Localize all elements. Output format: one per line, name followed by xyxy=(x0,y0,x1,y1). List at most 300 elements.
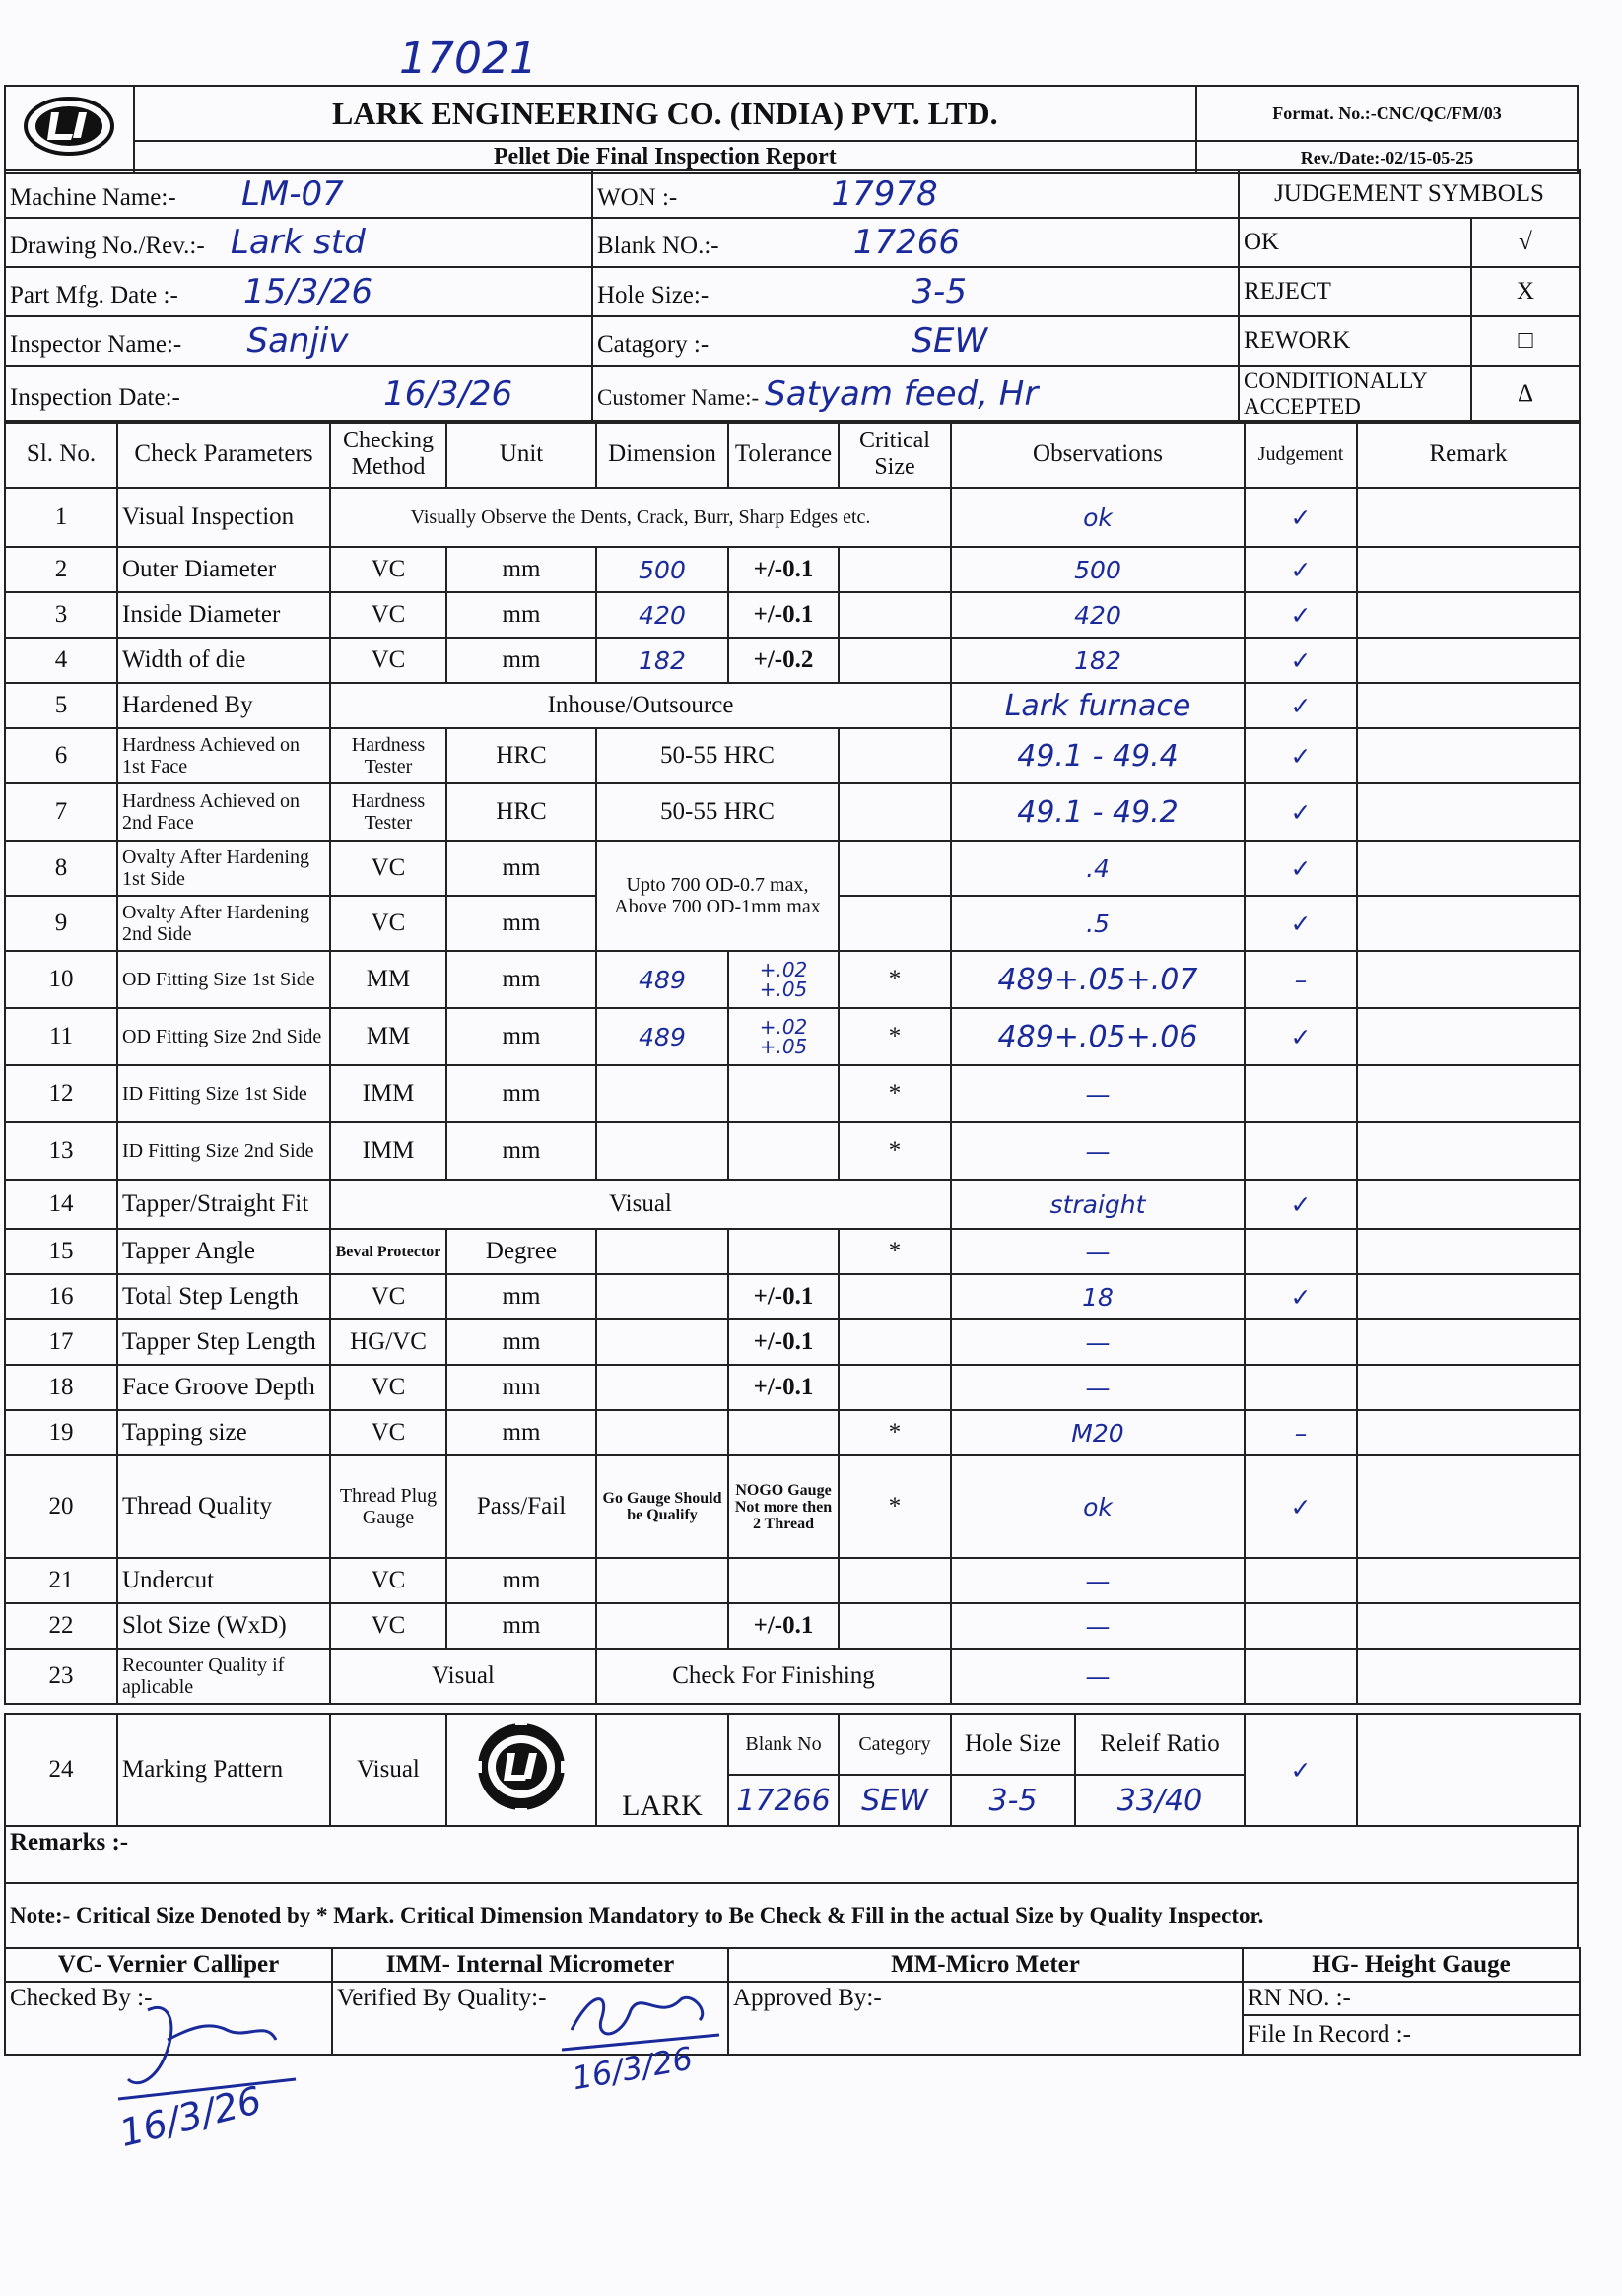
row-param: OD Fitting Size 1st Side xyxy=(117,951,330,1008)
row-sl-no: 15 xyxy=(5,1229,117,1274)
row-critical xyxy=(839,1558,951,1603)
row-sl-no: 4 xyxy=(5,638,117,683)
verified-by: Verified By Quality:- xyxy=(332,1982,728,2055)
row-remark xyxy=(1357,1122,1580,1180)
checked-by: Checked By :- xyxy=(5,1982,332,2055)
row-method: HG/VC xyxy=(330,1319,446,1365)
row-param: Total Step Length xyxy=(117,1274,330,1319)
row-judgement: – xyxy=(1245,951,1357,1008)
col-param: Check Parameters xyxy=(117,421,330,488)
col-method: Checking Method xyxy=(330,421,446,488)
revision-date: Rev./Date:-02/15-05-25 xyxy=(1196,141,1578,173)
row-unit: mm xyxy=(446,1008,596,1065)
col-critical: Critical Size xyxy=(839,421,951,488)
row-remark xyxy=(1357,1274,1580,1319)
row-judgement xyxy=(1245,1065,1357,1122)
row-sl-no: 19 xyxy=(5,1410,117,1455)
row-dimension xyxy=(596,1065,728,1122)
row-param: Ovalty After Hardening 2nd Side xyxy=(117,896,330,951)
row-param: ID Fitting Size 2nd Side xyxy=(117,1122,330,1180)
row-remark xyxy=(1357,1558,1580,1603)
ovalty-tolerance: Upto 700 OD-0.7 max, Above 700 OD-1mm max xyxy=(596,841,839,951)
symbol-ok-label: OK xyxy=(1239,218,1471,267)
row-judgement: ✓ xyxy=(1245,1008,1357,1065)
row-tolerance: +/-0.1 xyxy=(728,1319,839,1365)
symbol-rework-label: REWORK xyxy=(1239,316,1471,366)
remarks-label: Remarks :- xyxy=(5,1826,1578,1883)
row-critical xyxy=(839,896,951,951)
row-observation: M20 xyxy=(951,1410,1245,1455)
row-judgement: ✓ xyxy=(1245,1455,1357,1558)
row-sl-no: 8 xyxy=(5,841,117,896)
row-critical xyxy=(839,1319,951,1365)
row-critical xyxy=(839,638,951,683)
row-observation: 489+.05+.07 xyxy=(951,951,1245,1008)
table-row xyxy=(5,1274,1580,1319)
row-dim-tol: 50-55 HRC xyxy=(596,783,839,841)
row-param: Outer Diameter xyxy=(117,547,330,592)
category-value: SEW xyxy=(912,321,988,361)
company-name: LARK ENGINEERING CO. (INDIA) PVT. LTD. xyxy=(134,86,1196,141)
row-remark xyxy=(1357,1455,1580,1558)
row-method-unit: Visual xyxy=(330,1649,596,1704)
row-unit: mm xyxy=(446,638,596,683)
row-remark xyxy=(1357,1649,1580,1704)
row-param: Hardness Achieved on 2nd Face xyxy=(117,783,330,841)
inspection-table xyxy=(4,420,1581,1705)
row-dimension: 182 xyxy=(596,638,728,683)
row-param: Face Groove Depth xyxy=(117,1365,330,1410)
row-param: Tapper Angle xyxy=(117,1229,330,1274)
row-remark xyxy=(1357,683,1580,728)
row-param: Hardness Achieved on 1st Face xyxy=(117,728,330,783)
row-judgement xyxy=(1245,1365,1357,1410)
table-row xyxy=(5,1410,1580,1455)
row-param: ID Fitting Size 1st Side xyxy=(117,1065,330,1122)
table-row xyxy=(5,841,1580,896)
table-header-row xyxy=(5,421,1580,488)
table-row xyxy=(5,1455,1580,1558)
row-dimension xyxy=(596,1410,728,1455)
row-tolerance: +/-0.1 xyxy=(728,1274,839,1319)
row-remark xyxy=(1357,1180,1580,1229)
inspector-name-field: Inspector Name:- Sanjiv xyxy=(5,316,592,366)
row-remark xyxy=(1357,547,1580,592)
col-tolerance: Tolerance xyxy=(728,421,839,488)
row-sl-no: 7 xyxy=(5,783,117,841)
row-observation: — xyxy=(951,1122,1245,1180)
row-tolerance: +/-0.1 xyxy=(728,547,839,592)
row-span-text: Visually Observe the Dents, Crack, Burr, Sharp Edges etc. xyxy=(330,488,951,547)
table-row xyxy=(5,1122,1580,1180)
judgement-symbols-title: JUDGEMENT SYMBOLS xyxy=(1239,170,1580,218)
file-in-record: File In Record :- xyxy=(1243,2015,1580,2055)
category-field: Catagory :- SEW xyxy=(592,316,1239,366)
inspection-date-value: 16/3/26 xyxy=(383,374,513,414)
row-remark xyxy=(1357,592,1580,638)
row-remark xyxy=(1357,841,1580,896)
row-critical xyxy=(839,1274,951,1319)
marking-category-label: Category xyxy=(839,1714,951,1775)
row-unit: HRC xyxy=(446,728,596,783)
table-row xyxy=(5,488,1580,547)
row-method: VC xyxy=(330,1410,446,1455)
row-sl-no: 3 xyxy=(5,592,117,638)
row-param: Ovalty After Hardening 1st Side xyxy=(117,841,330,896)
row-unit: mm xyxy=(446,1603,596,1649)
format-number: Format. No.:-CNC/QC/FM/03 xyxy=(1196,86,1578,141)
row-param: Slot Size (WxD) xyxy=(117,1603,330,1649)
row-dimension: Go Gauge Should be Qualify xyxy=(596,1455,728,1558)
row-method: VC xyxy=(330,896,446,951)
row-unit: mm xyxy=(446,1065,596,1122)
row-observation: 489+.05+.06 xyxy=(951,1008,1245,1065)
symbol-conditional-label: CONDITIONALLY ACCEPTED xyxy=(1239,366,1471,423)
table-row xyxy=(5,728,1580,783)
row-unit: mm xyxy=(446,1410,596,1455)
row-unit: mm xyxy=(446,1365,596,1410)
row-unit: mm xyxy=(446,841,596,896)
legend-mm: MM-Micro Meter xyxy=(728,1948,1243,1982)
row-dimension xyxy=(596,1558,728,1603)
row-judgement: ✓ xyxy=(1245,1180,1357,1229)
won-field: WON :- 17978 xyxy=(592,170,1239,218)
row-tolerance: +/-0.1 xyxy=(728,1365,839,1410)
row-judgement xyxy=(1245,1319,1357,1365)
legend-vc: VC- Vernier Calliper xyxy=(5,1948,332,1982)
row-unit: Pass/Fail xyxy=(446,1455,596,1558)
row-sl-no: 20 xyxy=(5,1455,117,1558)
row-judgement: – xyxy=(1245,1410,1357,1455)
marking-hole-label: Hole Size xyxy=(951,1714,1075,1775)
row-unit: mm xyxy=(446,896,596,951)
marking-relief-value: 33/40 xyxy=(1075,1775,1245,1826)
row-method: VC xyxy=(330,547,446,592)
row-sl-no: 22 xyxy=(5,1603,117,1649)
marking-method: Visual xyxy=(330,1714,446,1826)
row-param: Undercut xyxy=(117,1558,330,1603)
row-critical: * xyxy=(839,1455,951,1558)
remarks-table xyxy=(4,1825,1579,1949)
row-observation: — xyxy=(951,1558,1245,1603)
col-sl: Sl. No. xyxy=(5,421,117,488)
table-row xyxy=(5,1180,1580,1229)
row-param: Recounter Quality if aplicable xyxy=(117,1649,330,1704)
row-unit: HRC xyxy=(446,783,596,841)
row-observation: .4 xyxy=(951,841,1245,896)
table-row xyxy=(5,783,1580,841)
row-sl-no: 10 xyxy=(5,951,117,1008)
triangle-icon: Δ xyxy=(1471,366,1580,423)
row-judgement: ✓ xyxy=(1245,728,1357,783)
row-dimension xyxy=(596,1122,728,1180)
hole-size-field: Hole Size:- 3-5 xyxy=(592,267,1239,316)
marking-sl: 24 xyxy=(5,1714,117,1826)
row-remark xyxy=(1357,1065,1580,1122)
table-row xyxy=(5,951,1580,1008)
mfg-date-value: 15/3/26 xyxy=(243,272,373,311)
row-tolerance: +/-0.1 xyxy=(728,592,839,638)
col-unit: Unit xyxy=(446,421,596,488)
table-row xyxy=(5,1558,1580,1603)
report-title: Pellet Die Final Inspection Report xyxy=(134,141,1196,173)
row-dimension: 489 xyxy=(596,951,728,1008)
row-judgement: ✓ xyxy=(1245,547,1357,592)
table-row xyxy=(5,1365,1580,1410)
row-sl-no: 2 xyxy=(5,547,117,592)
customer-name-field: Customer Name:- Satyam feed, Hr xyxy=(592,366,1239,423)
row-observation: 420 xyxy=(951,592,1245,638)
row-method: Hardness Tester xyxy=(330,728,446,783)
row-judgement xyxy=(1245,1122,1357,1180)
legend-hg: HG- Height Gauge xyxy=(1243,1948,1580,1982)
row-tolerance xyxy=(728,1558,839,1603)
check-mark-icon: √ xyxy=(1471,218,1580,267)
row-tolerance: +.02 +.05 xyxy=(728,1008,839,1065)
marking-hole-value: 3-5 xyxy=(951,1775,1075,1826)
row-tolerance xyxy=(728,1122,839,1180)
rn-number: RN NO. :- xyxy=(1243,1982,1580,2015)
table-row xyxy=(5,547,1580,592)
row-critical: * xyxy=(839,1008,951,1065)
marking-judgement: ✓ xyxy=(1245,1714,1357,1826)
table-row xyxy=(5,1649,1580,1704)
row-dimension xyxy=(596,1319,728,1365)
table-row xyxy=(5,592,1580,638)
cross-icon: X xyxy=(1471,267,1580,316)
row-critical xyxy=(839,592,951,638)
row-sl-no: 13 xyxy=(5,1122,117,1180)
row-critical xyxy=(839,1603,951,1649)
row-span-text: Inhouse/Outsource xyxy=(330,683,951,728)
company-logo-cell xyxy=(5,86,134,173)
row-method: VC xyxy=(330,1274,446,1319)
row-dimension xyxy=(596,1274,728,1319)
row-sl-no: 5 xyxy=(5,683,117,728)
won-value: 17978 xyxy=(831,174,938,214)
row-param: Tapper Step Length xyxy=(117,1319,330,1365)
row-tolerance xyxy=(728,1065,839,1122)
row-unit: mm xyxy=(446,547,596,592)
marking-table xyxy=(4,1713,1581,1827)
row-critical xyxy=(839,547,951,592)
header-table xyxy=(4,85,1579,174)
row-remark xyxy=(1357,783,1580,841)
row-unit: mm xyxy=(446,1558,596,1603)
hole-size-value: 3-5 xyxy=(912,272,967,311)
verified-by-date: 16/3/26 xyxy=(569,2039,696,2098)
row-critical: * xyxy=(839,1229,951,1274)
row-method: VC xyxy=(330,592,446,638)
table-row xyxy=(5,1229,1580,1274)
row-tolerance: NOGO Gauge Not more then 2 Thread xyxy=(728,1455,839,1558)
lark-logo-icon xyxy=(22,95,116,158)
row-remark xyxy=(1357,896,1580,951)
row-judgement xyxy=(1245,1229,1357,1274)
inspection-date-field: Inspection Date:- 16/3/26 xyxy=(5,366,592,423)
row-param: Inside Diameter xyxy=(117,592,330,638)
row-unit: mm xyxy=(446,1319,596,1365)
row-judgement: ✓ xyxy=(1245,1274,1357,1319)
inspector-name-value: Sanjiv xyxy=(246,321,349,361)
table-row xyxy=(5,1065,1580,1122)
row-tolerance: +.02 +.05 xyxy=(728,951,839,1008)
row-observation: ok xyxy=(951,488,1245,547)
row-remark xyxy=(1357,1365,1580,1410)
drawing-no-field: Drawing No./Rev.:- Lark std xyxy=(5,218,592,267)
row-method: IMM xyxy=(330,1065,446,1122)
row-judgement: ✓ xyxy=(1245,488,1357,547)
legend-imm: IMM- Internal Micrometer xyxy=(332,1948,728,1982)
col-remark: Remark xyxy=(1357,421,1580,488)
table-row xyxy=(5,683,1580,728)
row-param: Width of die xyxy=(117,638,330,683)
row-param: Thread Quality xyxy=(117,1455,330,1558)
row-remark xyxy=(1357,488,1580,547)
row-method: VC xyxy=(330,1558,446,1603)
row-observation: 49.1 - 49.4 xyxy=(951,728,1245,783)
row-remark xyxy=(1357,1410,1580,1455)
row-observation: straight xyxy=(951,1180,1245,1229)
row-dimension xyxy=(596,1365,728,1410)
row-dimension xyxy=(596,1229,728,1274)
row-sl-no: 14 xyxy=(5,1180,117,1229)
row-critical: * xyxy=(839,1122,951,1180)
marking-category-value: SEW xyxy=(839,1775,951,1826)
drawing-no-value: Lark std xyxy=(230,223,366,262)
row-observation: .5 xyxy=(951,896,1245,951)
row-tolerance: +/-0.2 xyxy=(728,638,839,683)
row-sl-no: 1 xyxy=(5,488,117,547)
blank-no-field: Blank NO.:- 17266 xyxy=(592,218,1239,267)
row-remark xyxy=(1357,1229,1580,1274)
row-param: Visual Inspection xyxy=(117,488,330,547)
row-judgement xyxy=(1245,1649,1357,1704)
row-critical: * xyxy=(839,1410,951,1455)
row-critical xyxy=(839,1365,951,1410)
row-sl-no: 21 xyxy=(5,1558,117,1603)
machine-name-value: LM-07 xyxy=(240,174,344,214)
row-method: Hardness Tester xyxy=(330,783,446,841)
row-observation: 18 xyxy=(951,1274,1245,1319)
row-dimension: 500 xyxy=(596,547,728,592)
row-param: Tapping size xyxy=(117,1410,330,1455)
approved-by: Approved By:- xyxy=(728,1982,1243,2055)
row-method: VC xyxy=(330,1603,446,1649)
row-method: VC xyxy=(330,638,446,683)
row-method: IMM xyxy=(330,1122,446,1180)
row-unit: mm xyxy=(446,592,596,638)
row-remark xyxy=(1357,1008,1580,1065)
col-observations: Observations xyxy=(951,421,1245,488)
table-row xyxy=(5,638,1580,683)
row-method: VC xyxy=(330,841,446,896)
row-unit: mm xyxy=(446,1274,596,1319)
row-method: Thread Plug Gauge xyxy=(330,1455,446,1558)
row-remark xyxy=(1357,951,1580,1008)
marking-remark xyxy=(1357,1714,1580,1826)
marking-relief-label: Releif Ratio xyxy=(1075,1714,1245,1775)
row-sl-no: 12 xyxy=(5,1065,117,1122)
row-param: OD Fitting Size 2nd Side xyxy=(117,1008,330,1065)
blank-no-value: 17266 xyxy=(852,223,961,262)
square-icon: □ xyxy=(1471,316,1580,366)
row-judgement xyxy=(1245,1603,1357,1649)
row-sl-no: 9 xyxy=(5,896,117,951)
row-method: VC xyxy=(330,1365,446,1410)
handwritten-job-number: 17021 xyxy=(399,34,537,84)
row-tolerance xyxy=(728,1410,839,1455)
row-remark xyxy=(1357,1603,1580,1649)
symbol-reject-label: REJECT xyxy=(1239,267,1471,316)
row-sl-no: 6 xyxy=(5,728,117,783)
row-observation: — xyxy=(951,1649,1245,1704)
row-sl-no: 16 xyxy=(5,1274,117,1319)
row-param: Hardened By xyxy=(117,683,330,728)
marking-lark-text: LARK xyxy=(596,1714,728,1826)
table-row xyxy=(5,1319,1580,1365)
row-observation: ok xyxy=(951,1455,1245,1558)
row-dim-tol: 50-55 HRC xyxy=(596,728,839,783)
row-judgement: ✓ xyxy=(1245,896,1357,951)
row-critical xyxy=(839,783,951,841)
row-observation: — xyxy=(951,1065,1245,1122)
machine-name-field: Machine Name:- LM-07 xyxy=(5,170,592,218)
row-param: Tapper/Straight Fit xyxy=(117,1180,330,1229)
table-row xyxy=(5,1008,1580,1065)
row-method: MM xyxy=(330,1008,446,1065)
row-observation: — xyxy=(951,1365,1245,1410)
mfg-date-field: Part Mfg. Date :- 15/3/26 xyxy=(5,267,592,316)
row-observation: — xyxy=(951,1319,1245,1365)
row-span-text: Visual xyxy=(330,1180,951,1229)
row-judgement: ✓ xyxy=(1245,683,1357,728)
row-unit: mm xyxy=(446,951,596,1008)
row-unit: mm xyxy=(446,1122,596,1180)
critical-note: Note:- Critical Size Denoted by * Mark. Critical Dimension Mandatory to Be Check & Fill in the actual Size by Quality Inspector. xyxy=(5,1883,1578,1948)
marking-logo-cell xyxy=(446,1714,596,1826)
row-observation: Lark furnace xyxy=(951,683,1245,728)
row-judgement: ✓ xyxy=(1245,783,1357,841)
row-judgement xyxy=(1245,1558,1357,1603)
row-judgement: ✓ xyxy=(1245,841,1357,896)
row-observation: — xyxy=(951,1229,1245,1274)
marking-blank-value: 17266 xyxy=(728,1775,839,1826)
row-unit: Degree xyxy=(446,1229,596,1274)
row-judgement: ✓ xyxy=(1245,592,1357,638)
row-critical xyxy=(839,841,951,896)
row-sl-no: 11 xyxy=(5,1008,117,1065)
row-judgement: ✓ xyxy=(1245,638,1357,683)
row-sl-no: 17 xyxy=(5,1319,117,1365)
gear-logo-icon xyxy=(452,1718,590,1816)
row-observation: 182 xyxy=(951,638,1245,683)
marking-blank-label: Blank No xyxy=(728,1714,839,1775)
col-dimension: Dimension xyxy=(596,421,728,488)
table-row xyxy=(5,1603,1580,1649)
row-observation: 49.1 - 49.2 xyxy=(951,783,1245,841)
row-method: Beval Protector xyxy=(330,1229,446,1274)
row-dimension xyxy=(596,1603,728,1649)
row-critical: * xyxy=(839,1065,951,1122)
customer-name-value: Satyam feed, Hr xyxy=(765,374,1039,414)
row-sl-no: 23 xyxy=(5,1649,117,1704)
row-observation: 500 xyxy=(951,547,1245,592)
row-observation: — xyxy=(951,1603,1245,1649)
row-remark xyxy=(1357,728,1580,783)
row-method: MM xyxy=(330,951,446,1008)
row-remark xyxy=(1357,1319,1580,1365)
